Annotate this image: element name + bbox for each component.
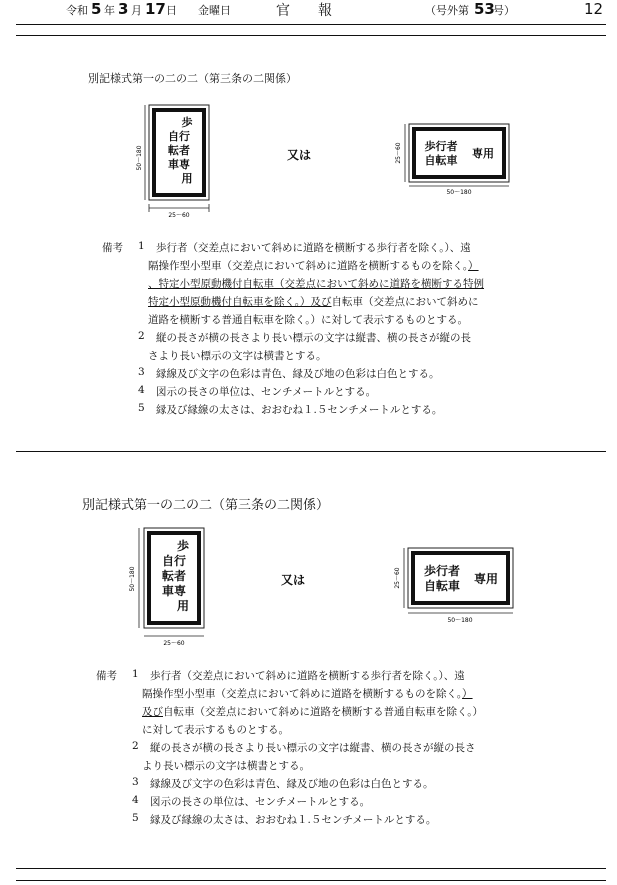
note-text-part: 隔操作型小型車（交差点において斜めに道路を横断するものを除く。: [148, 260, 469, 272]
note-text: より長い標示の文字は横書とする。: [142, 760, 310, 772]
section-title-paren: （第三条の二関係）: [212, 498, 330, 513]
header-year-unit: 年: [104, 4, 115, 17]
note-number: 4: [132, 794, 139, 806]
note-text-underlined: 及び: [142, 706, 163, 718]
vertical-sign-figure: [127, 523, 222, 652]
page-header: [0, 0, 617, 24]
note-text: 歩行者（交差点において斜めに道路を横断する歩行者を除く。）、遠: [150, 670, 465, 682]
sign-text-line: 車専: [168, 158, 190, 171]
section-title-main: 別記様式第一の二の二: [88, 72, 198, 85]
footer-rule: [16, 868, 606, 869]
section-divider: [16, 451, 606, 452]
note-text: さより長い標示の文字は横書とする。: [148, 350, 327, 362]
sign-text-line: 転者: [168, 144, 190, 157]
horizontal-sign-figure: [392, 545, 522, 629]
sign-text-line: 歩行者: [423, 564, 461, 578]
note-text-part: 自転車（交差点において斜めに: [331, 296, 479, 308]
or-label: 又は: [281, 573, 306, 587]
note-number: 5: [138, 402, 145, 414]
header-rule: [16, 24, 606, 25]
note-text: 図示の長さの単位は、センチメートルとする。: [150, 796, 371, 808]
section-title: [88, 70, 297, 86]
width-dim-label: 50～180: [446, 189, 472, 196]
note-text: 歩行者（交差点において斜めに道路を横断する歩行者を除く。）、遠: [156, 242, 471, 254]
horizontal-sign-svg: [392, 545, 522, 625]
horizontal-sign-figure: [395, 121, 520, 200]
note-text: [142, 686, 473, 701]
section-title-paren: （第三条の二関係）: [198, 72, 297, 85]
sign-text-line: 自転車: [424, 154, 458, 167]
sign-text-line: 車専: [161, 584, 187, 598]
note-number: 3: [132, 776, 139, 788]
horizontal-sign-svg: [395, 121, 520, 196]
note-text-underlined: ）: [462, 688, 473, 700]
sign-text-line: 自転車: [423, 579, 461, 593]
note-text: [148, 294, 479, 309]
vertical-sign-figure: [137, 100, 227, 224]
sign-text-line: 用: [176, 599, 190, 613]
note-text: 道路を横断する普通自転車を除く。）に対して表示するものとする。: [148, 314, 469, 326]
header-issue-prefix: （号外第: [425, 4, 469, 17]
header-page-number: 12: [584, 0, 604, 18]
sign-text-line: 歩: [181, 116, 193, 129]
sign-text-line: 自行: [168, 130, 190, 143]
section-title-main: 別記様式第一の二の二: [82, 498, 213, 513]
sign-text-side: 専用: [472, 147, 494, 160]
note-text-underlined: ）: [468, 260, 479, 272]
sign-text-line: 転者: [161, 569, 187, 583]
header-day: 17: [145, 0, 166, 18]
height-dim-label: 25～60: [394, 567, 401, 589]
note-text: 縁線及び文字の色彩は青色、縁及び地の色彩は白色とする。: [156, 368, 440, 380]
header-issue-suffix: 号）: [493, 4, 515, 17]
header-era: 令和: [66, 4, 88, 17]
remarks-label: 備考: [102, 242, 123, 254]
note-number: 1: [132, 668, 139, 680]
width-dim-label: 50～180: [447, 617, 473, 624]
note-text: 縁及び縁線の太さは、おおむね１.５センチメートルとする。: [150, 814, 437, 826]
sign-text-side: 専用: [473, 572, 499, 586]
width-dim-label: 25～60: [163, 640, 185, 647]
sign-text-line: 自行: [161, 554, 187, 568]
header-month-unit: 月: [131, 4, 142, 17]
width-dim-label: 25～60: [168, 212, 190, 219]
note-text: に対して表示するものとする。: [142, 724, 289, 736]
note-number: 4: [138, 384, 145, 396]
note-text: 縁及び縁線の太さは、おおむね１.５センチメートルとする。: [156, 404, 443, 416]
note-number: 3: [138, 366, 145, 378]
note-text-part: 隔操作型小型車（交差点において斜めに道路を横断するものを除く。: [142, 688, 463, 700]
note-text: 縦の長さが横の長さより長い標示の文字は縦書、横の長さが縦の長: [156, 332, 471, 344]
height-dim-label: 50～180: [129, 566, 136, 592]
note-number: 2: [132, 740, 139, 752]
footer-rule-2: [16, 880, 606, 881]
sign-text-line: 歩: [176, 539, 190, 553]
note-text-underlined: 特定小型原動機付自転車を除く。）及び: [148, 296, 332, 308]
note-text: 図示の長さの単位は、センチメートルとする。: [156, 386, 377, 398]
height-dim-label: 50～180: [136, 145, 143, 171]
header-day-unit: 日: [166, 4, 177, 17]
note-number: 1: [138, 240, 145, 252]
note-text-part: 自転車（交差点において斜めに道路を横断する普通自転車を除く。）: [163, 706, 484, 718]
vertical-sign-svg: [127, 523, 222, 648]
note-text: [148, 258, 479, 273]
note-text: 縁線及び文字の色彩は青色、縁及び地の色彩は白色とする。: [150, 778, 434, 790]
header-publication: 官 報: [276, 3, 332, 19]
header-weekday: 金曜日: [198, 4, 231, 17]
note-number: 5: [132, 812, 139, 824]
note-text-underlined: 、特定小型原動機付自転車（交差点において斜めに道路を横断する特例: [148, 278, 484, 290]
vertical-sign-svg: [137, 100, 227, 220]
note-text: [142, 704, 483, 719]
section-title: [82, 494, 329, 513]
remarks-label: 備考: [96, 670, 117, 682]
sign-text-line: 用: [181, 172, 193, 185]
height-dim-label: 25～60: [395, 142, 402, 164]
header-year: 5: [91, 0, 102, 18]
note-text: 縦の長さが横の長さより長い標示の文字は縦書、横の長さが縦の長さ: [150, 742, 476, 754]
note-number: 2: [138, 330, 145, 342]
header-rule-2: [16, 35, 606, 36]
header-issue-number: 53: [474, 0, 495, 18]
or-label: 又は: [287, 148, 312, 162]
sign-text-line: 歩行者: [424, 140, 458, 153]
header-month: 3: [118, 0, 129, 18]
